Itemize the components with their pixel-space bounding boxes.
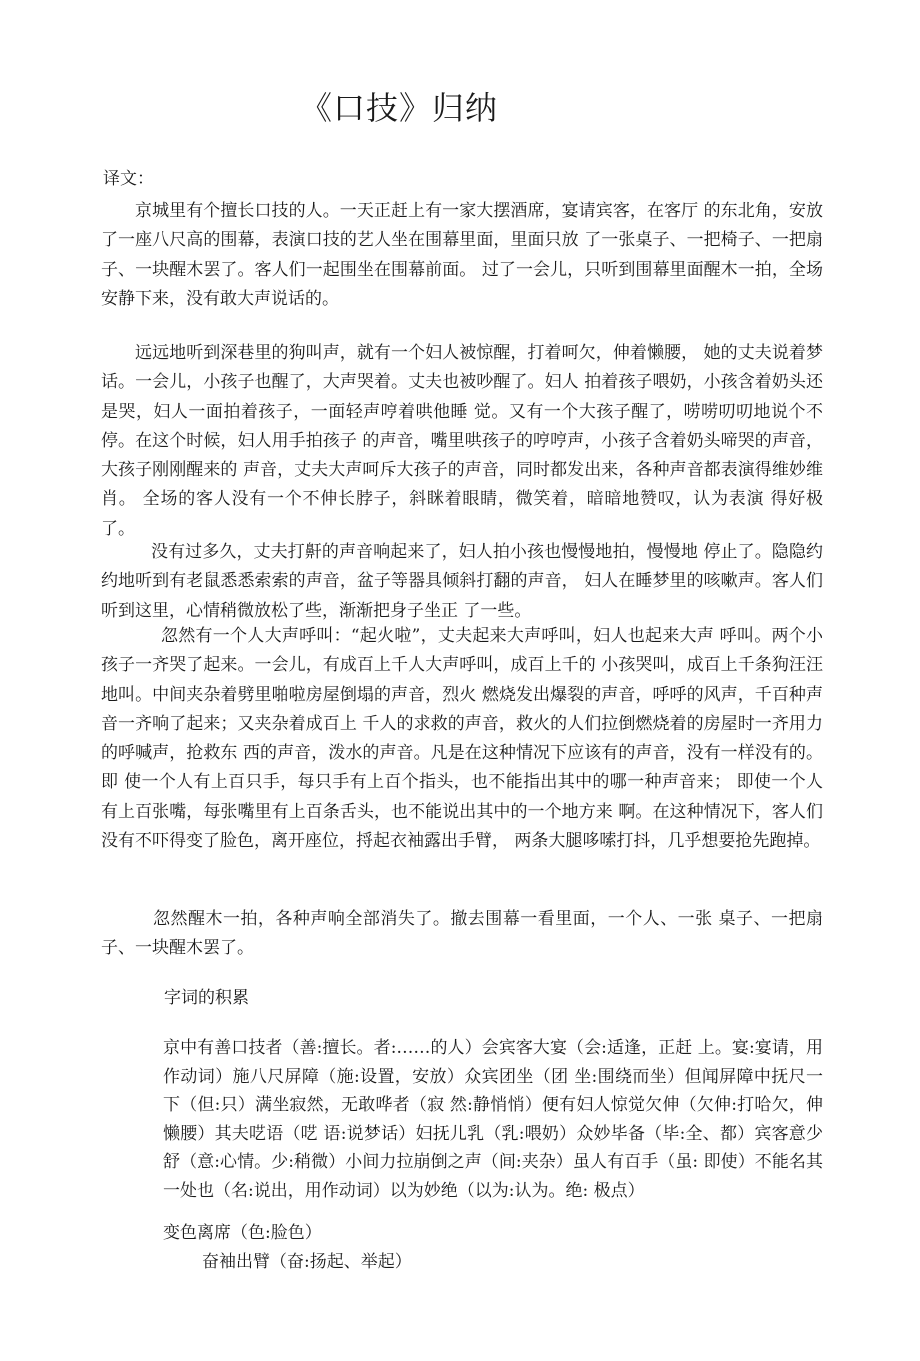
page-title: 《口技》归纳 — [300, 89, 499, 127]
translation-paragraph-1: 京城里有个擅长口技的人。一天正赶上有一家大摆酒席，宴请宾客，在客厅 的东北角，安放了一座八尺高的围幕，表演口技的艺人坐在围幕里面，里面只放 了一张桌子、一把椅子、一把扇子、一块醒木罢了。客人们一起围坐在围幕前面。 过了一会儿，只听到围幕里面醒木一拍，全场安静下来，没有敢大声说话的。 — [101, 201, 823, 309]
translation-paragraph-4: 忽然有一个人大声呼叫：“起火啦”，丈夫起来大声呼叫，妇人也起来大声 呼叫。两个小孩子一齐哭了起来。一会儿，有成百上千人大声呼叫，成百上千的 小孩哭叫，成百上千条狗汪汪地叫。中间夹杂着劈里啪啦房屋倒塌的声音，烈火 燃烧发出爆裂的声音，呼呼的风声，千百种声音一齐响了起来；又夹杂着成百上 千人的求救的声音，救火的人们拉倒燃烧着的房屋时一齐用力的呼喊声，抢救东 西的声音，泼水的声音。凡是在这种情况下应该有的声音，没有一样没有的。即 使一个人有上百只手，每只手有上百个指头，也不能指出其中的哪一种声音来； 即使一个人有上百张嘴，每张嘴里有上百条舌头，也不能说出其中的一个地方来 啊。在这种情况下，客人们没有不吓得变了脸色，离开座位，捋起衣袖露出手臂， 两条大腿哆嗦打抖，几乎想要抢先跑掉。 — [101, 626, 823, 852]
translation-paragraph-2: 远远地听到深巷里的狗叫声，就有一个妇人被惊醒，打着呵欠，伸着懒腰， 她的丈夫说着梦话。一会儿，小孩子也醒了，大声哭着。丈夫也被吵醒了。妇人 拍着孩子喂奶，小孩含着奶头还是哭，妇人一面拍着孩子，一面轻声哼着哄他睡 觉。又有一个大孩子醒了，唠唠叨叨地说个不停。在这个时候，妇人用手拍孩子 的声音，嘴里哄孩子的哼哼声，小孩子含着奶头啼哭的声音，大孩子刚刚醒来的 声音，丈夫大声呵斥大孩子的声音，同时都发出来，各种声音都表演得维妙维肖。 全场的客人没有一个不伸长脖子，斜眯着眼睛，微笑着，暗暗地赞叹，认为表演 得好极了。 — [101, 343, 823, 539]
translation-paragraph-3: 没有过多久，丈夫打鼾的声音响起来了，妇人拍小孩也慢慢地拍，慢慢地 停止了。隐隐约约地听到有老鼠悉悉索索的声音，盆子等器具倾斜打翻的声音， 妇人在睡梦里的咳嗽声。客人们听到这里，心情稍微放松了些，渐渐把身子坐正 了一些。 — [101, 542, 823, 621]
vocab-paragraph-1: 京中有善口技者（善:擅长。者:……的人）会宾客大宴（会:适逢，正赶 上。宴:宴请，用作动词）施八尺屏障（施:设置，安放）众宾团坐（团 坐:围绕而坐）但闻屏障中抚尺一下（但:只）满坐寂然，无敢哗者（寂 然:静悄悄）便有妇人惊觉欠伸（欠伸:打哈欠，伸懒腰）其夫呓语（呓 语:说梦话）妇抚儿乳（乳:喂奶）众妙毕备（毕:全、都）宾客意少 舒（意:心情。少:稍微）小间力拉崩倒之声（间:夹杂）虽人有百手（虽: 即使）不能名其一处也（名:说出，用作动词）以为妙绝（以为:认为。绝: 极点） — [163, 1038, 823, 1201]
translation-label: 译文： — [103, 169, 154, 189]
vocab-section-title: 字词的积累 — [164, 988, 249, 1008]
vocab-paragraph-3: 奋袖出臂（奋:扬起、举起） — [202, 1252, 412, 1272]
vocab-paragraph-2: 变色离席（色:脸色） — [163, 1223, 322, 1243]
translation-paragraph-5: 忽然醒木一拍，各种声响全部消失了。撤去围幕一看里面，一个人、一张 桌子、一把扇子、一块醒木罢了。 — [101, 909, 823, 959]
